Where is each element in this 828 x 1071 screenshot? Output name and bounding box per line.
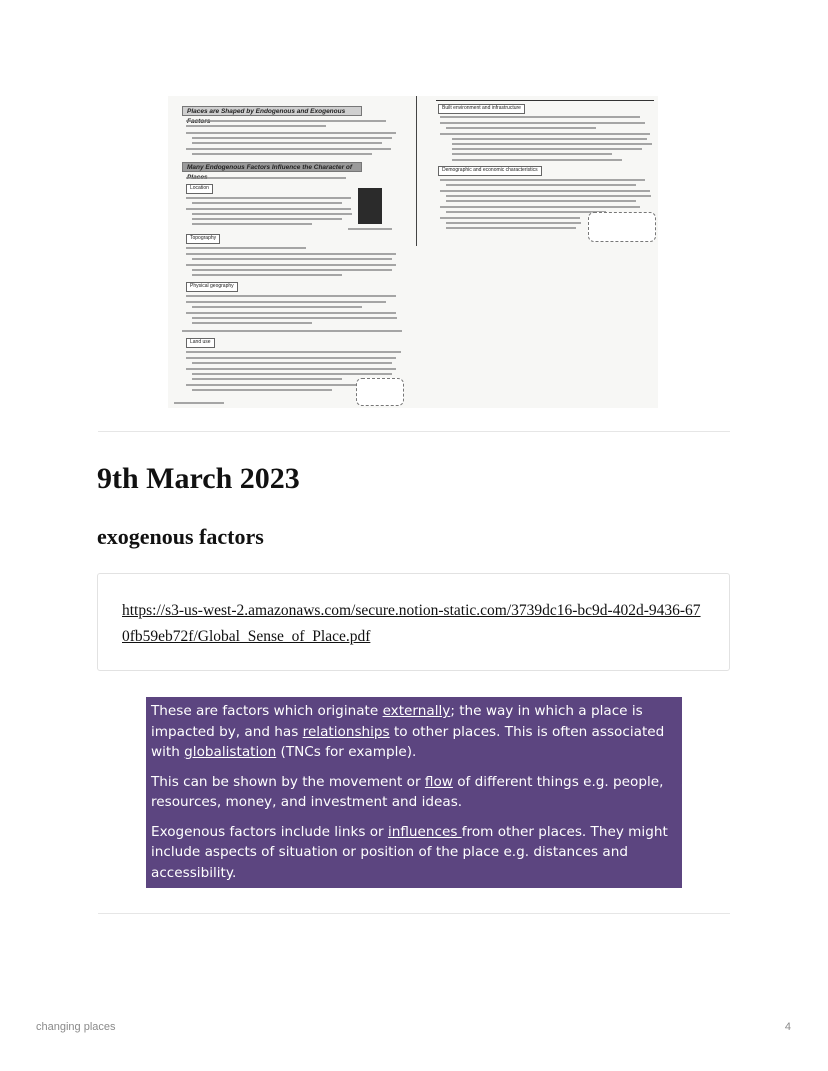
scan-text-line — [186, 312, 396, 314]
scan-footer-line — [174, 402, 224, 404]
scan-text-line — [186, 120, 386, 122]
scan-text-line — [192, 317, 397, 319]
scan-note-box — [356, 378, 404, 406]
scan-text-line — [440, 122, 645, 124]
scan-text-line — [440, 116, 640, 118]
text: These are factors which originate — [151, 703, 383, 719]
underlined-term: flow — [424, 773, 453, 790]
scan-text-line — [192, 362, 392, 364]
scan-text-line — [446, 222, 581, 224]
scan-text-line — [192, 373, 392, 375]
scan-top-rule — [436, 100, 654, 101]
scan-text-line — [186, 148, 391, 150]
text: to other places. This is often associated with — [151, 723, 665, 760]
link-bookmark-card[interactable] — [97, 573, 730, 671]
scan-text-line — [182, 330, 402, 332]
scan-text-line — [186, 357, 396, 359]
text: Exogenous factors include links or — [151, 823, 388, 840]
scan-text-line — [440, 217, 580, 219]
scan-label-location: Location — [186, 184, 213, 194]
scan-text-line — [452, 153, 612, 155]
scan-text-line — [446, 195, 651, 197]
scanned-textbook-image — [168, 96, 658, 408]
scan-text-line — [186, 368, 396, 370]
scan-text-line — [186, 264, 396, 266]
text: of different things e.g. people, resources, money, and investment and ideas. — [151, 773, 664, 810]
callout-paragraph — [151, 822, 674, 884]
scan-text-line — [440, 133, 650, 135]
scan-text-line — [192, 378, 342, 380]
footer-page-number: 4 — [784, 1021, 791, 1033]
scan-text-line — [192, 223, 312, 225]
scan-text-line — [192, 202, 342, 204]
scan-text-line — [186, 208, 351, 210]
scan-text-line — [446, 211, 606, 213]
scan-text-line — [440, 179, 645, 181]
entry-title-heading: exogenous factors — [97, 524, 264, 549]
scan-text-line — [186, 177, 346, 179]
entry-date-heading: 9th March 2023 — [97, 462, 300, 495]
scan-text-line — [192, 306, 362, 308]
scan-text-line — [192, 142, 382, 144]
scan-caption-line — [348, 228, 392, 230]
scan-text-line — [446, 200, 636, 202]
scan-text-line — [452, 148, 642, 150]
scan-text-line — [452, 138, 647, 140]
scan-text-line — [192, 153, 372, 155]
underlined-term: influences — [387, 823, 462, 840]
underlined-term: relationships — [302, 723, 390, 740]
scan-label-land-use: Land use — [186, 338, 215, 348]
scan-text-line — [440, 190, 650, 192]
scan-text-line — [186, 301, 386, 303]
divider — [98, 431, 730, 432]
scan-text-line — [192, 322, 312, 324]
scan-right-heading-2: Demographic and economic characteristics — [438, 166, 542, 176]
scan-text-line — [186, 132, 396, 134]
underlined-term: globalistation — [184, 744, 277, 760]
pdf-link[interactable]: https://s3-us-west-2.amazonaws.com/secure.notion-static.com/3739dc16-bc9d-402d-9436-670fb59eb72f/Global_Sense_of_Place.pdf — [122, 602, 701, 645]
scan-text-line — [192, 269, 392, 271]
scan-text-line — [186, 351, 401, 353]
scan-label-topography: Topography — [186, 234, 220, 244]
callout-paragraph — [151, 701, 674, 763]
divider — [98, 913, 730, 914]
scan-text-line — [186, 253, 396, 255]
scan-text-line — [186, 125, 326, 127]
scan-heading-1: Places are Shaped by Endogenous and Exogenous — [182, 106, 362, 116]
callout-paragraph — [151, 772, 674, 813]
scan-note-box — [588, 212, 656, 242]
scan-column-divider — [416, 96, 417, 246]
text: from other places. They might include aspects of situation or position of the place e.g. distances and accessibility. — [151, 823, 668, 881]
scan-text-line — [192, 274, 342, 276]
scan-photo — [358, 188, 382, 224]
scan-text-line — [440, 206, 640, 208]
scan-text-line — [186, 295, 396, 297]
scan-text-line — [186, 247, 306, 249]
scan-text-line — [192, 137, 392, 139]
text: ; the way in which a place is impacted by, and has — [151, 703, 643, 740]
scan-text-line — [446, 227, 576, 229]
scan-text-line — [186, 197, 351, 199]
scan-text-line — [446, 184, 636, 186]
scan-text-line — [192, 258, 392, 260]
scan-heading-2: Many Endogenous Factors Influence the Character of — [182, 162, 362, 172]
scan-right-heading-1: Built environment and infrastructure — [438, 104, 525, 114]
scan-text-line — [192, 218, 342, 220]
scan-text-line — [452, 159, 622, 161]
scan-text-line — [446, 127, 596, 129]
definition-callout — [146, 697, 682, 888]
underlined-term: externally — [382, 703, 451, 719]
text: This can be shown by the movement or — [151, 773, 425, 790]
footer-section-name: changing places — [36, 1021, 116, 1033]
scan-label-physical: Physical geography — [186, 282, 238, 292]
scan-text-line — [192, 389, 332, 391]
scan-text-line — [186, 384, 356, 386]
scan-text-line — [452, 143, 652, 145]
scan-text-line — [192, 213, 352, 215]
text: (TNCs for example). — [276, 744, 417, 760]
